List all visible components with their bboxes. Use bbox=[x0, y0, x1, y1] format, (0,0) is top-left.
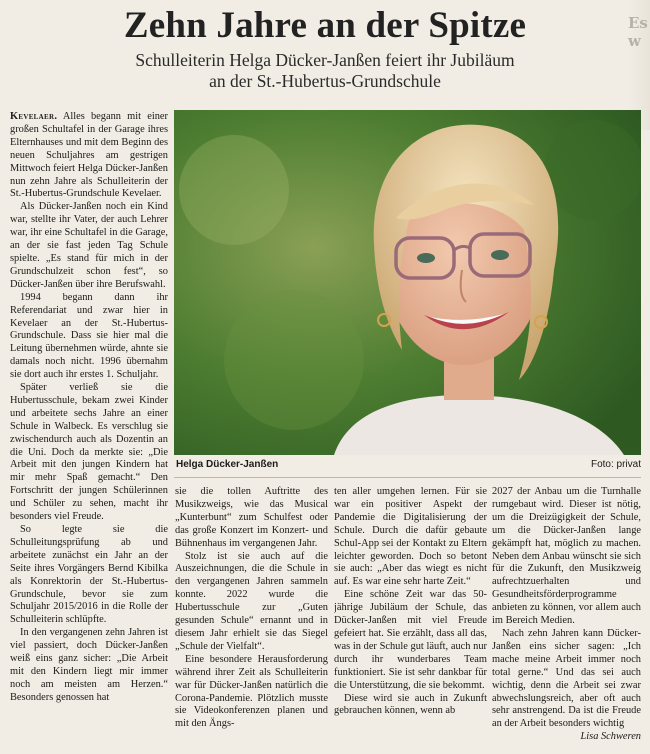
paragraph: So legte sie die Schulleitungsprüfung ab und arbeitete zunächst ein Jahr an der Seite ihres Vorgängers Bernd Kibilka als Konrektorin der St.-Hubertus-Grundschule, bevor sie zum Schuljahr 2015/2016 in die Rolle der Schulleiterin schlüpfte. bbox=[10, 524, 168, 626]
paragraph: In den vergangenen zehn Jahren ist viel passiert, doch Dücker-Janßen weiß eins ganz sicher: „Die Arbeit mit den Kindern liegt mir immer noch am meisten am Herzen.“ Besonders genossen hat bbox=[10, 627, 168, 703]
paragraph-text: Alles begann mit einer großen Schultafel in der Garage ihres Elternhauses und mit dem Beginn des neuen Schuljahres am gestrigen Mittwoch feiert Helga Dücker-Janßen nun zehn Jahre als Schulleiterin der St.-Hubertus-Grundschule Kevelaer. bbox=[10, 111, 168, 200]
paragraph: ten aller umgehen lernen. Für sie war ein positiver Aspekt der Pandemie die Digitalisierung der Schule. Durch die dafür gebaute Schul-App sei der Kontakt zu Eltern leichter geworden. Doch so betont sie auch: „Aber das wiegt es nicht auf. Es war eine sehr harte Zeit.“ bbox=[334, 486, 487, 588]
photo-credit: Foto: privat bbox=[590, 459, 641, 470]
paragraph: Eine schöne Zeit war das 50-jährige Jubiläum der Schule, das Dücker-Janßen mit viel Freude gefeiert hat. Sie erzählt, dass all das, was in der Schule gut läuft, auch nur durch ihr wunderbares Team funktioniert. Sie ist sehr dankbar für die Unterstützung, die sie bekommt. bbox=[334, 589, 487, 691]
paragraph: Als Dücker-Janßen noch ein Kind war, stellte ihr Vater, der auch Lehrer war, ihr eine Schultafel in die Garage, an der sie fast jeden Tag Schule spielte. „Es stand für mich in der Grundschulzeit schon fest“, so Dücker-Janßen über ihre Berufswahl. bbox=[10, 201, 168, 290]
article-column-1 bbox=[10, 111, 168, 751]
paragraph: sie die tollen Auftritte des Musikzweigs, wie das Musical „Kunterbunt“ zum Schulfest oder das große Konzert im Konzert- und Bühnenhaus im vergangenen Jahr. bbox=[175, 486, 328, 549]
headline: Zehn Jahre an der Spitze bbox=[123, 5, 527, 46]
photo-caption bbox=[174, 459, 641, 475]
paragraph: Stolz ist sie auch auf die Auszeichnungen, die die Schule in den vergangenen Jahren sammeln konnte. 2022 wurde die Hubertusschule zur „Guten gesunden Schule“ ernannt und in diesem Jahr erhielt sie das Siegel „Schule der Vielfalt“. bbox=[175, 550, 328, 652]
paragraph: 1994 begann dann ihr Referendariat und zwar hier in Kevelaer an der St.-Hubertus-Grundschule. Dass sie hier mal die Leitung übernehmen würde, ahnte sie damals noch nicht. 1996 übernahm sie dort auch ihr erstes 1. Schuljahr. bbox=[10, 291, 168, 381]
paragraph bbox=[10, 111, 168, 201]
paragraph: Diese wird sie auch in Zukunft gebrauchen können, wenn ab bbox=[334, 692, 487, 717]
subhead-line-1: Schulleiterin Helga Dücker-Janßen feiert ihr Jubiläum bbox=[135, 50, 515, 70]
adjacent-article-text: Es w bbox=[628, 14, 648, 50]
article-column-3 bbox=[334, 486, 487, 751]
portrait-illustration bbox=[174, 110, 641, 455]
subheadline bbox=[0, 50, 650, 92]
article-column-4 bbox=[492, 486, 641, 751]
subhead-line-2: an der St.-Hubertus-Grundschule bbox=[209, 71, 441, 91]
dateline: Kevelaer. bbox=[10, 111, 58, 122]
paragraph: Nach zehn Jahren kann Dücker-Janßen eins sicher sagen: „Ich mache meine Arbeit immer noch total gerne.“ Und das sei auch wichtig, denn die Arbeit sei zwar abwechslungsreich, aber oft auch sehr anstrengend. Da ist die Freude an der Arbeit besonders wichtig bbox=[492, 627, 641, 730]
paragraph: 2027 der Anbau um die Turnhalle rumgebaut wird. Dieser ist nötig, um die Dreizügigkeit der Schule, um die Dücker-Janßen lange gekämpft hat, möglich zu machen. Neben dem Anbau wünscht sie sich für die Zukunft, den Musikzweig aufrechtzuerhalten und Gesundheitsförderprogramme anbieten zu können, vor allem auch im Bereich Medien. bbox=[492, 486, 641, 627]
caption-name: Helga Dücker-Janßen bbox=[176, 459, 279, 470]
author-byline: Lisa Schweren bbox=[580, 731, 641, 743]
paragraph: Eine besondere Herausforderung während ihrer Zeit als Schulleiterin war für Dücker-Janßen natürlich die Corona-Pandemie. Plötzlich musste sie Videokonferenzen planen und mit den Ängs- bbox=[175, 653, 328, 730]
caption-divider bbox=[174, 477, 641, 478]
portrait-photo bbox=[174, 110, 641, 455]
paragraph: Später verließ sie die Hubertusschule, bekam zwei Kinder und arbeitete sechs Jahre an einer Schule in Walbeck. Es verschlug sie zwischendurch auch als Dozentin an die Uni. Doch da merkte sie: „Die Arbeit mit den jungen Kindern hat mir mehr Spaß gemacht.“ Den Fortschritt der jungen Schülerinnen und Schüler zu sehen, macht ihr besonders viel Freude. bbox=[10, 382, 168, 523]
article-column-2 bbox=[175, 486, 328, 751]
